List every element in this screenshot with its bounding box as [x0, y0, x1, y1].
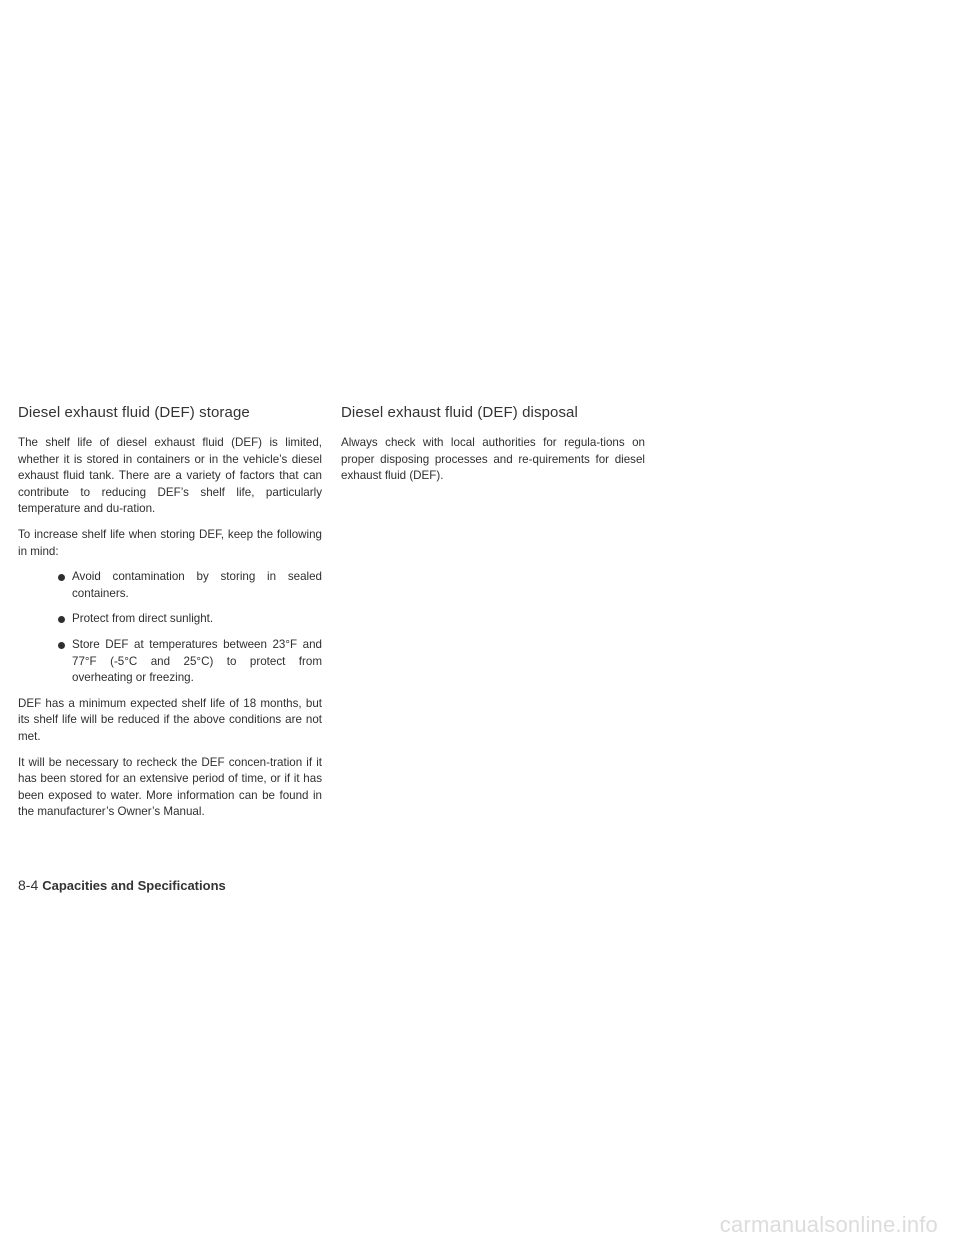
storage-paragraph-2: To increase shelf life when storing DEF, keep the following in mind:: [18, 527, 322, 558]
list-item: [18, 569, 322, 602]
bullet-icon: [58, 642, 65, 649]
disposal-paragraph-1: Always check with local authorities for regula-tions on proper disposing processes and re-quirements for diesel exhaust fluid (DEF).: [341, 436, 645, 483]
bullet-text: Store DEF at temperatures between 23°F and 77°F (-5°C and 25°C) to protect from overheating or freezing.: [72, 637, 322, 685]
bullet-text: Avoid contamination by storing in sealed containers.: [72, 570, 322, 600]
storage-paragraph-1: The shelf life of diesel exhaust fluid (DEF) is limited, whether it is stored in containers or in the vehicle’s diesel exhaust fluid tank. There are a variety of factors that can contribute to reducing DEF’s shelf life, particularly temperature and du-ration.: [18, 436, 322, 516]
list-item: [18, 611, 322, 628]
bullet-icon: [58, 574, 65, 581]
page-footer: [18, 876, 226, 895]
footer-section-name: Capacities and Specifications: [42, 878, 226, 893]
watermark: carmanualsonline.info: [719, 1212, 938, 1237]
list-item: [18, 637, 322, 687]
bullet-icon: [58, 616, 65, 623]
disposal-heading: Diesel exhaust fluid (DEF) disposal: [341, 404, 578, 421]
storage-paragraph-3: DEF has a minimum expected shelf life of 18 months, but its shelf life will be reduced if the above conditions are not met.: [18, 696, 322, 743]
storage-paragraph-4: It will be necessary to recheck the DEF concen-tration if it has been stored for an extensive period of time, or if it has been exposed to water. More information can be found in the manufacturer’s Owner’s Manual.: [18, 755, 322, 819]
storage-heading: Diesel exhaust fluid (DEF) storage: [18, 404, 250, 421]
right-column: [341, 404, 645, 494]
left-column: [18, 404, 322, 830]
page-number: 8-4: [18, 877, 39, 893]
storage-bullet-list: [18, 569, 322, 687]
bullet-text: Protect from direct sunlight.: [72, 612, 214, 626]
